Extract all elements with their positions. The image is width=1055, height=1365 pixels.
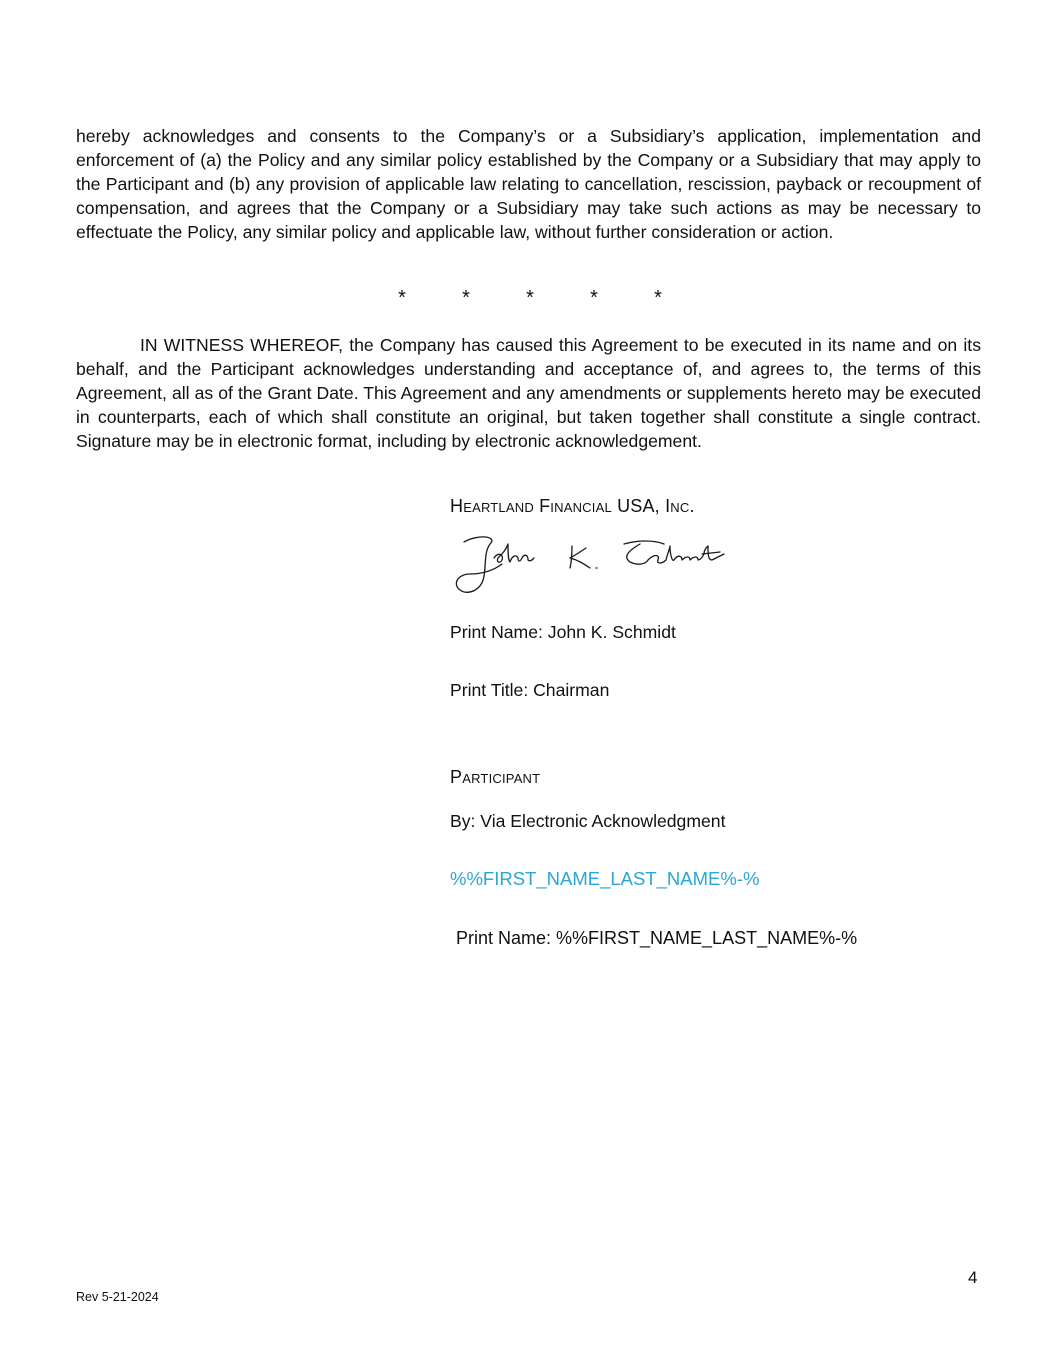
section-separator <box>390 286 670 310</box>
separator-star: * <box>398 287 406 309</box>
page-number: 4 <box>968 1268 978 1287</box>
separator-star: * <box>462 287 470 309</box>
witness-paragraph: IN WITNESS WHEREOF, the Company has caused this Agreement to be executed in its name and on its behalf, and the Participant acknowledges understanding and acceptance of, and agrees to, the terms of this Agreement, all as of the Grant Date. This Agreement and any amendments or supplements hereto may be executed in counterparts, each of which shall constitute an original, but taken together shall constitute a single contract. Signature may be in electronic format, including by electronic acknowledgement. <box>76 335 981 451</box>
company-print-name: Print Name: John K. Schmidt <box>450 622 676 642</box>
company-print-title: Print Title: Chairman <box>450 680 610 700</box>
separator-star: * <box>654 287 662 309</box>
consent-paragraph: hereby acknowledges and consents to the Company’s or a Subsidiary’s application, implementation and enforcement of (a) the Policy and any similar policy established by the Company or a Subsidiary that may apply to the Participant and (b) any provision of applicable law relating to cancellation, rescission, payback or recoupment of compensation, and agrees that the Company or a Subsidiary may take such actions as may be necessary to effectuate the Policy, any similar policy and applicable law, without further consideration or action. <box>76 126 981 242</box>
participant-print-name: Print Name: %%FIRST_NAME_LAST_NAME%-% <box>456 928 858 948</box>
separator-star: * <box>526 287 534 309</box>
separator-star: * <box>590 287 598 309</box>
participant-signature-placeholder: %%FIRST_NAME_LAST_NAME%-% <box>450 868 760 889</box>
company-name: Heartland Financial USA, Inc. <box>450 496 695 516</box>
handwritten-signature <box>450 530 730 602</box>
revision-label: Rev 5-21-2024 <box>76 1290 159 1304</box>
participant-by-line: By: Via Electronic Acknowledgment <box>450 811 726 831</box>
participant-heading: Participant <box>450 767 541 787</box>
